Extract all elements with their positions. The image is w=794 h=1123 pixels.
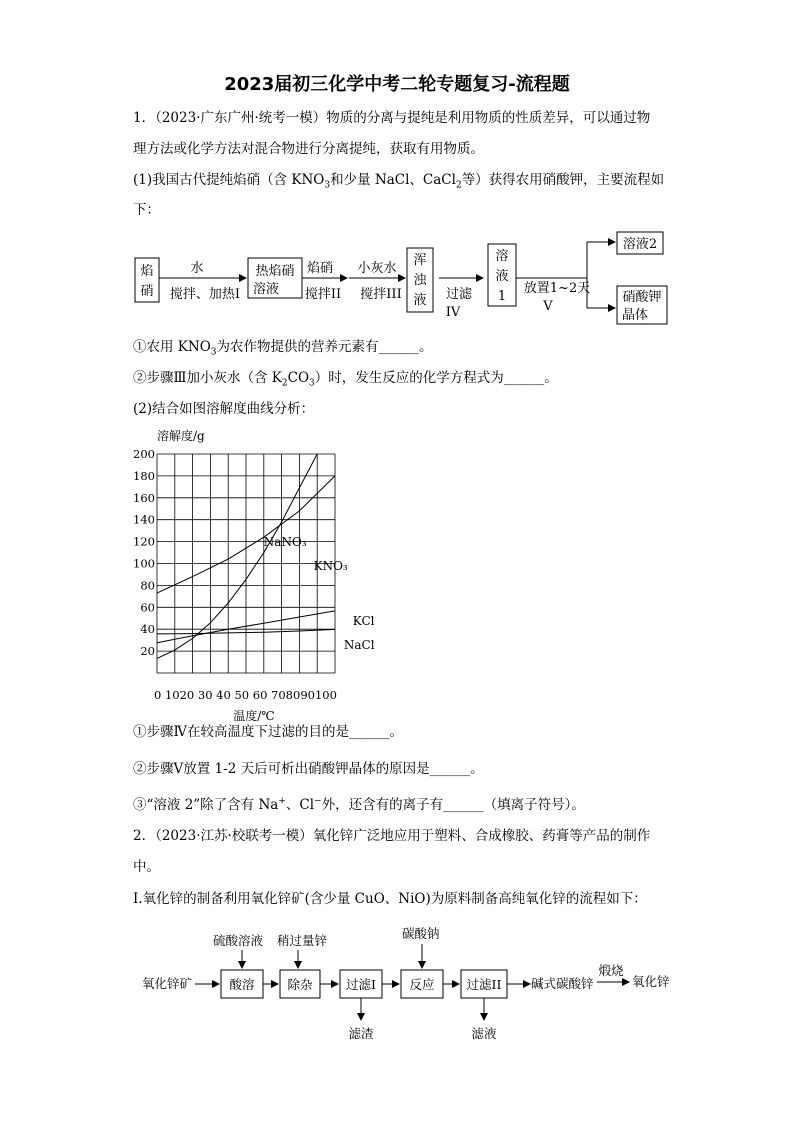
flow-out1: 溶液2 (622, 237, 658, 252)
flow2-calcine: 煅烧 (598, 963, 624, 978)
flow-arrow2-top: 焰硝 (306, 261, 334, 276)
y-tick-label: 100 (133, 556, 155, 571)
y-tick-label: 200 (133, 447, 155, 461)
solubility-chart (125, 424, 375, 723)
x-axis-label: 温度/℃ (233, 709, 275, 723)
flow-arrow3-top: 小灰水 (357, 261, 397, 276)
q2-intro-line1: 2．（2023·江苏·校联考一模）氧化锌广泛地应用于塑料、合成橡胶、药膏等产品的制作 (133, 828, 651, 844)
x-tick-labels: 0 1020 30 40 50 60 708090100 (154, 688, 337, 702)
flow2-step-4: 反应 (409, 977, 435, 992)
flow-arrow4-bottom-1: 过滤 (445, 287, 473, 302)
flow-box4-3: 1 (497, 289, 507, 304)
q1-part2: (2)结合如图溶解度曲线分析： (133, 401, 315, 417)
y-axis-label: 溶解度/g (157, 429, 205, 443)
flow2-step-1: 酸溶 (229, 977, 255, 992)
flow-box2-1: 热焰硝 (255, 264, 295, 279)
flow2-step-3: 过滤I (346, 977, 376, 992)
flow-arrow1-bottom: 搅拌、加热I (169, 287, 241, 302)
y-tick-label: 140 (133, 512, 155, 527)
flow-box3-2: 浊 (413, 273, 427, 288)
y-tick-label: 60 (140, 600, 155, 615)
flow-box4-2: 液 (495, 269, 509, 284)
series-label-1: KNO₃ (313, 559, 348, 574)
flow-box2-2: 溶液 (252, 282, 280, 297)
flow-arrow4-bottom-2: IV (445, 305, 461, 320)
q1-intro-line2: 理方法或化学方法对混合物进行分离提纯，获取有用物质。 (133, 141, 484, 157)
q2-intro-line2: 中。 (133, 859, 160, 875)
flow-out2-2: 晶体 (621, 308, 649, 323)
y-tick-label: 160 (133, 490, 155, 505)
flow2-reagent3: 碳酸钠 (402, 926, 440, 941)
q1-intro-line1: 1．（2023·广东广州·统考一模）物质的分离与提纯是利用物质的性质差异，可以通过物 (133, 110, 651, 126)
y-tick-label: 80 (140, 578, 155, 593)
flow-out2-1: 硝酸钾 (622, 290, 662, 305)
flow2-reagent1: 硫酸溶液 (213, 933, 264, 948)
flow-arrow5-bottom-1: 放置1~2天 (523, 281, 591, 296)
flow-box3-1: 浑 (413, 253, 427, 268)
flow2-filtrate: 滤液 (471, 1026, 497, 1041)
flow2-input: 氧化锌矿 (142, 976, 193, 991)
flow-start-1: 焰 (140, 264, 154, 279)
flow-box3-3: 液 (413, 293, 427, 308)
y-tick-label: 20 (140, 644, 155, 659)
flow-arrow5-bottom-2: V (543, 299, 553, 314)
flow2-residue: 滤渣 (348, 1026, 374, 1041)
series-label-3: NaCl (343, 637, 375, 652)
flow-box4-1: 溶 (495, 249, 509, 264)
flow2-product: 氧化锌 (632, 974, 670, 989)
flow-start-2: 硝 (140, 284, 154, 299)
q1-part1-text-end: 下： (133, 202, 160, 218)
q1-sub1: ①农用 $KNO_3$为农作物提供的营养元素有______。 (133, 339, 433, 358)
q1-sub5: ③“溶液 2”除了含有 Na+、Cl−外，还含有的离子有______（填离子符号）。 (133, 796, 585, 813)
q1-sub3: ①步骤Ⅳ在较高温度下过滤的目的是______。 (133, 724, 403, 740)
y-tick-label: 40 (140, 622, 155, 637)
q1-sub2: ②步骤Ⅲ加小灰水（含 $K_2CO_3$）时，发生反应的化学方程式为______。 (133, 370, 558, 389)
q2-part1: Ⅰ.氧化锌的制备利用氧化锌矿(含少量 CuO、NiO)为原料制备高纯氧化锌的流程如下： (133, 891, 647, 907)
flow2-step-2: 除杂 (287, 977, 313, 992)
series-label-2: KCl (352, 613, 375, 628)
q1-flow-diagram (125, 228, 685, 328)
page-title: 2023届初三化学中考二轮专题复习-流程题 (224, 74, 570, 95)
q2-flow-diagram (135, 920, 685, 1050)
flow-arrow1-top: 水 (190, 261, 204, 276)
y-tick-label: 120 (133, 534, 155, 549)
flow2-intermediate: 碱式碳酸锌 (531, 976, 594, 991)
flow-arrow2-bottom: 搅拌II (304, 287, 342, 302)
flow-arrow3-bottom: 搅拌III (360, 287, 402, 302)
flow2-reagent2: 稍过量锌 (277, 933, 328, 948)
y-tick-label: 180 (133, 468, 155, 483)
flow2-step-5: 过滤II (466, 977, 502, 992)
series-label-0: NaNO₃ (263, 534, 307, 549)
q1-part1-text: (1)我国古代提纯焰硝（含 $KNO_3$和少量 NaCl、CaCl$_2$等）获得农用硝酸钾，主要流程如 (133, 172, 665, 191)
q1-sub4: ②步骤Ⅴ放置 1-2 天后可析出硝酸钾晶体的原因是______。 (133, 761, 484, 777)
